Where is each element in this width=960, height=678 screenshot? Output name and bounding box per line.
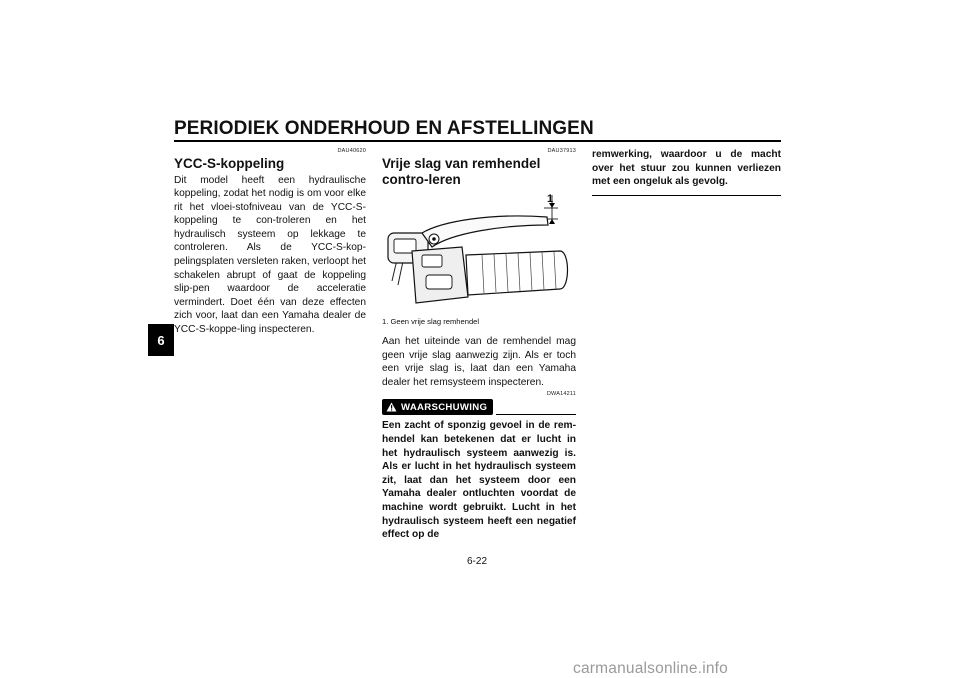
page-number: 6-22 <box>467 556 488 567</box>
callout-number: 1 <box>547 193 554 205</box>
warning-triangle-icon <box>386 402 397 412</box>
brake-lever-illustration <box>382 193 576 315</box>
section-body: Dit model heeft een hydraulische koppeling, zodat het nodig is om voor elke rit het vloei-stofniveau van de YCC-S-koppeling te con-troleren en het hydraulisch systeem op lekkage te controleren. Als de YCC-S-kop-pelingsplaten versleten raken, verloopt het schakelen abrupt of gaat de koppeling slip-pen waardoor de acceleratie vermindert. Doet één van deze effecten zich voor, laat dan een Yamaha dealer de YCC-S-koppe-ling inspecteren. <box>174 174 366 336</box>
warning-badge <box>382 399 493 415</box>
figure-caption: 1. Geen vrije slag remhendel <box>382 317 480 326</box>
section-heading: Vrije slag van remhendel contro-leren <box>382 156 541 187</box>
column-2 <box>382 148 576 542</box>
chapter-tab[interactable]: 6 <box>148 324 174 356</box>
warning-code: DWA14211 <box>546 391 576 398</box>
warning-header <box>382 399 576 415</box>
section-body: Aan het uiteinde van de remhendel mag geen vrije slag aanwezig zijn. Als er toch een vrije slag is, laat dan een Yamaha dealer het remsysteem inspecteren. <box>382 336 576 388</box>
warning-continuation: remwerking, waardoor u de macht over het stuur zou kunnen verliezen met een ongeluk als gevolg. <box>592 149 781 188</box>
warning-label: WAARSCHUWING <box>401 401 488 413</box>
column-3 <box>592 148 781 196</box>
watermark: carmanualsonline.info <box>573 660 728 677</box>
column-1 <box>174 148 366 337</box>
section-heading: YCC-S-koppeling <box>174 156 285 171</box>
warning-rule <box>496 414 576 415</box>
warning-text: Een zacht of sponzig gevoel in de rem-hendel kan betekenen dat er lucht in het hydraulisch systeem aanwezig is. Als er lucht in het hydraulisch systeem zit, laat dan het systeem door een Yamaha dealer ontluchten voordat de machine wordt gebruikt. Lucht in het hydraulisch systeem heeft een negatief effect op de <box>382 420 576 541</box>
section-code: DAU37913 <box>547 148 576 154</box>
section-code: DAU40620 <box>337 148 366 154</box>
warning-end-rule <box>592 195 781 196</box>
header-rule <box>174 140 781 142</box>
page-title: PERIODIEK ONDERHOUD EN AFSTELLINGEN <box>174 118 594 139</box>
brake-lever-figure <box>382 193 576 315</box>
